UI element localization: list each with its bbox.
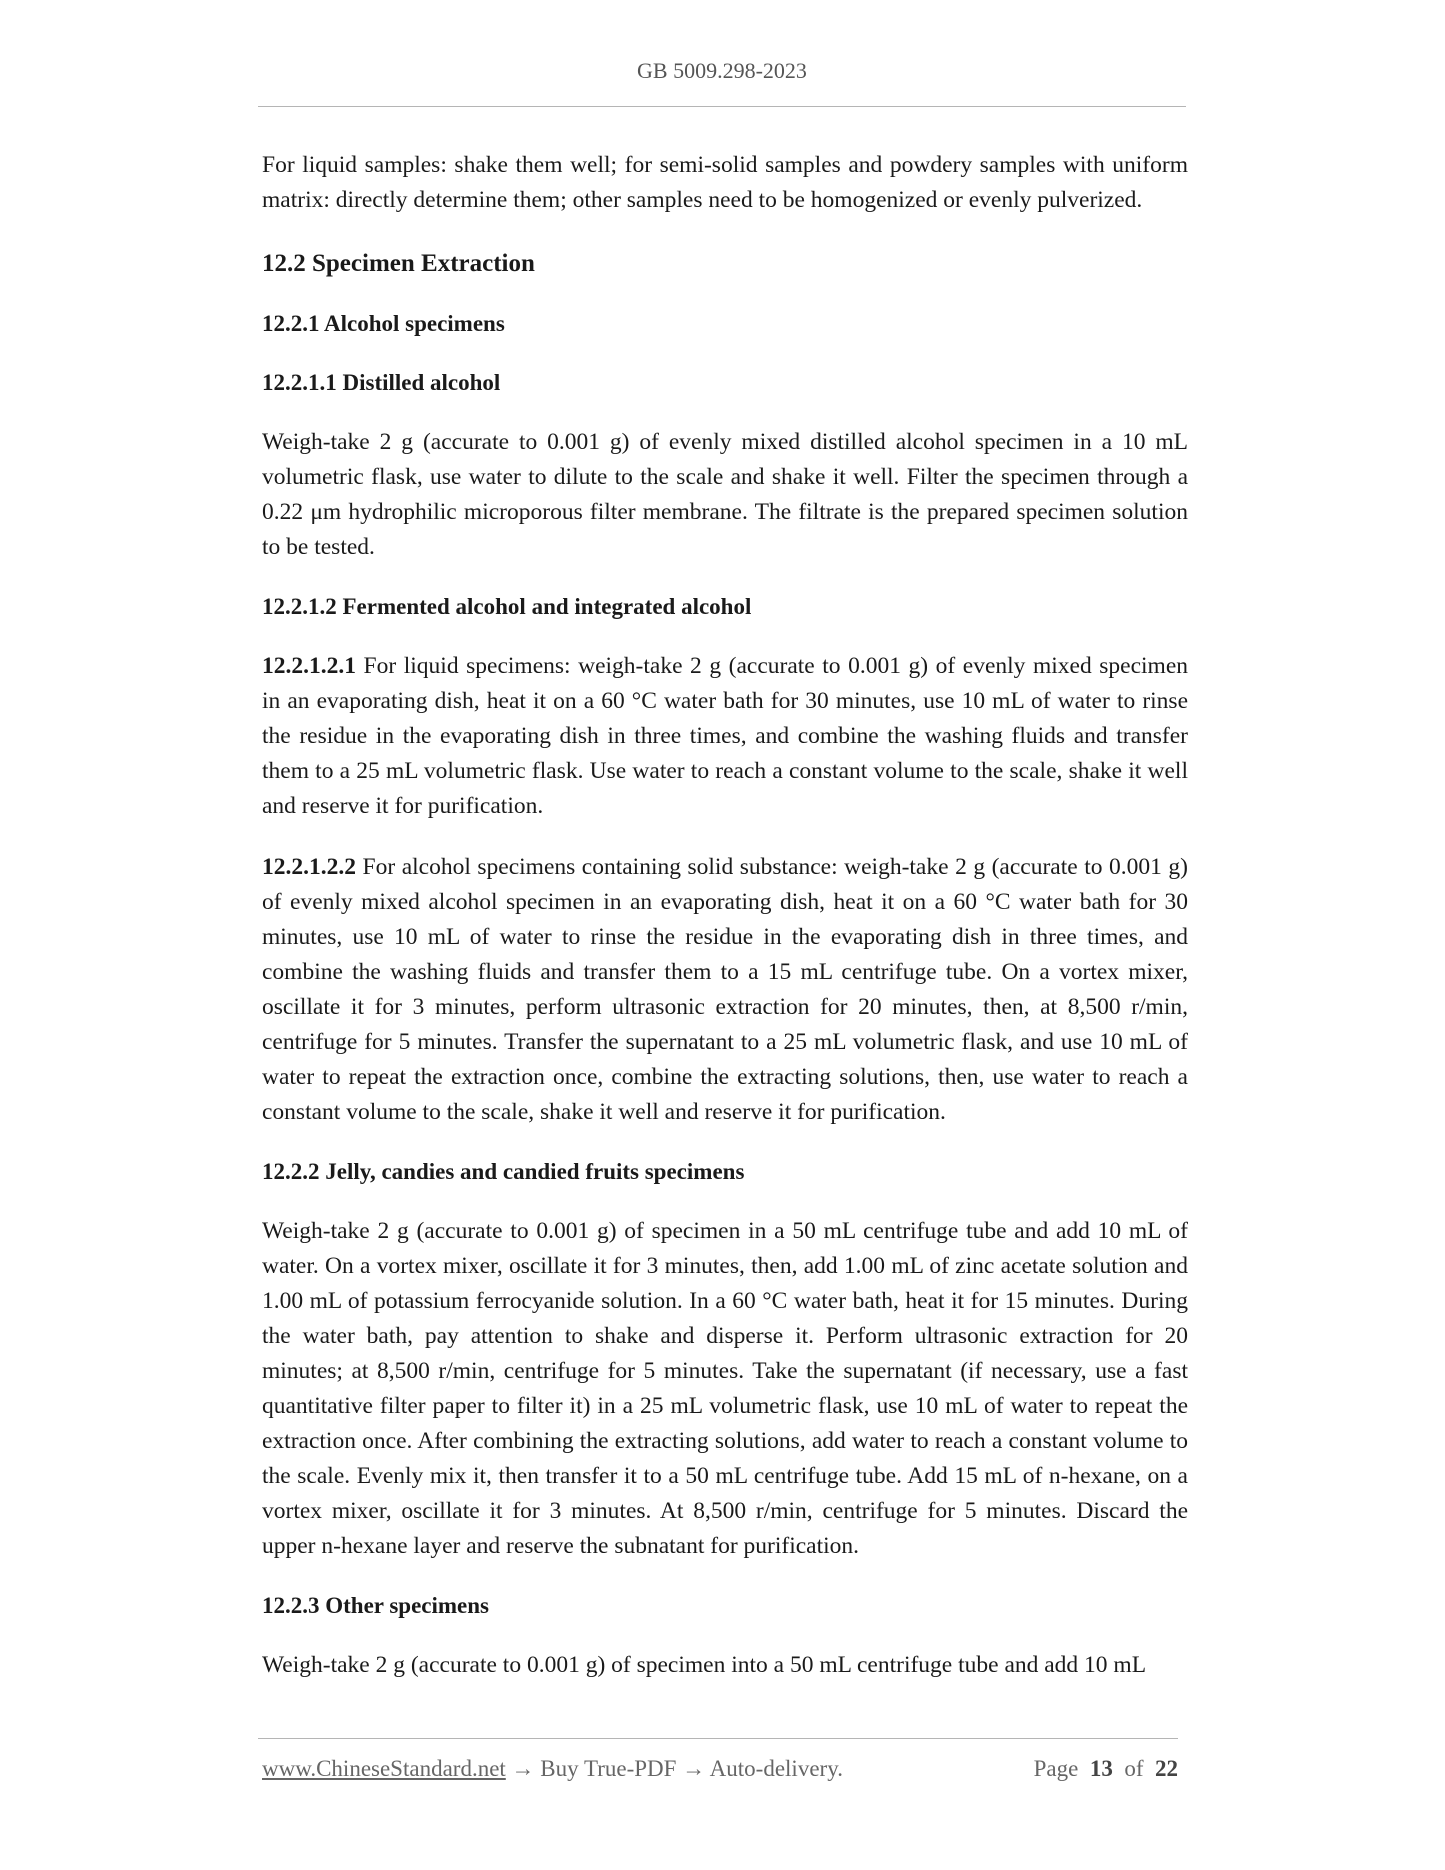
section-12-2-title: 12.2 Specimen Extraction: [262, 250, 535, 277]
section-12-2-1-title: 12.2.1 Alcohol specimens: [262, 311, 505, 336]
footer-promo: [262, 1756, 843, 1781]
auto-delivery-text: Auto-delivery.: [709, 1756, 843, 1781]
page-total: 22: [1155, 1756, 1178, 1781]
clause-number: 12.2.1.2.2: [262, 854, 356, 880]
document-body: [262, 148, 1188, 1683]
arrow-icon: →: [676, 1756, 710, 1781]
page-header: GB 5009.298-2023: [637, 58, 807, 83]
clause-12-2-1-2-2: [262, 850, 1188, 1130]
section-12-2-1-1-title: 12.2.1.1 Distilled alcohol: [262, 370, 501, 395]
header-divider: [258, 106, 1186, 107]
website-link[interactable]: www.ChineseStandard.net: [262, 1756, 506, 1781]
arrow-icon: →: [505, 1756, 541, 1781]
buy-pdf-text: Buy True-PDF: [540, 1756, 677, 1781]
section-12-2-2-title: 12.2.2 Jelly, candies and candied fruits specimens: [262, 1159, 745, 1184]
section-12-2-3-title: 12.2.3 Other specimens: [262, 1593, 490, 1618]
page-indicator: [1034, 1756, 1178, 1782]
footer-divider: [258, 1738, 1178, 1739]
clause-12-2-1-2-1: [262, 649, 1188, 824]
page-footer: [262, 1756, 1178, 1782]
clause-number: 12.2.1.2.1: [262, 653, 356, 679]
of-label: of: [1124, 1756, 1144, 1781]
section-12-2-3-body: Weigh-take 2 g (accurate to 0.001 g) of specimen into a 50 mL centrifuge tube and add 10 mL: [262, 1652, 1147, 1678]
page-number: 13: [1089, 1756, 1113, 1781]
clause-text: For alcohol specimens containing solid substance: weigh-take 2 g (accurate to 0.001 g) of evenly mixed alcohol specimen in an evaporating dish, heat it on a 60 °C water bath for 30 minutes, use 10 mL of water to rinse the residue in the evaporating dish in three times, and combine the washing fluids and transfer them to a 15 mL centrifuge tube. On a vortex mixer, oscillate it for 3 minutes, perform ultrasonic extraction for 20 minutes, then, at 8,500 r/min, centrifuge for 5 minutes. Transfer the supernatant to a 25 mL volumetric flask, and use 10 mL of water to repeat the extraction once, combine the extracting solutions, then, use water to reach a constant volume to the scale, shake it well and reserve it for purification.: [262, 854, 1188, 1125]
section-12-2-1-2-title: 12.2.1.2 Fermented alcohol and integrated alcohol: [262, 594, 752, 619]
section-12-2-2-body: Weigh-take 2 g (accurate to 0.001 g) of specimen in a 50 mL centrifuge tube and add 10 mL of water. On a vortex mixer, oscillate it for 3 minutes, then, add 1.00 mL of zinc acetate solution and 1.00 mL of potassium ferrocyanide solution. In a 60 °C water bath, heat it for 15 minutes. During the water bath, pay attention to shake and disperse it. Perform ultrasonic extraction for 20 minutes; at 8,500 r/min, centrifuge for 5 minutes. Take the supernatant (if necessary, use a fast quantitative filter paper to filter it) in a 25 mL volumetric flask, use 10 mL of water to repeat the extraction once. After combining the extracting solutions, add water to reach a constant volume to the scale. Evenly mix it, then transfer it to a 50 mL centrifuge tube. Add 15 mL of n-hexane, on a vortex mixer, oscillate it for 3 minutes. At 8,500 r/min, centrifuge for 5 minutes. Discard the upper n-hexane layer and reserve the subnatant for purification.: [262, 1218, 1188, 1559]
intro-paragraph: For liquid samples: shake them well; for semi-solid samples and powdery samples with uniform matrix: directly determine them; other samples need to be homogenized or evenly pulverized.: [262, 152, 1188, 213]
page-label: Page: [1033, 1756, 1079, 1781]
clause-text: For liquid specimens: weigh-take 2 g (accurate to 0.001 g) of evenly mixed specimen in an evaporating dish, heat it on a 60 °C water bath for 30 minutes, use 10 mL of water to rinse the residue in the evaporating dish in three times, and combine the washing fluids and transfer them to a 25 mL volumetric flask. Use water to reach a constant volume to the scale, shake it well and reserve it for purification.: [262, 653, 1188, 819]
section-12-2-1-1-body: Weigh-take 2 g (accurate to 0.001 g) of evenly mixed distilled alcohol specimen in a 10 mL volumetric flask, use water to dilute to the scale and shake it well. Filter the specimen through a 0.22 μm hydrophilic microporous filter membrane. The filtrate is the prepared specimen solution to be tested.: [262, 429, 1188, 560]
